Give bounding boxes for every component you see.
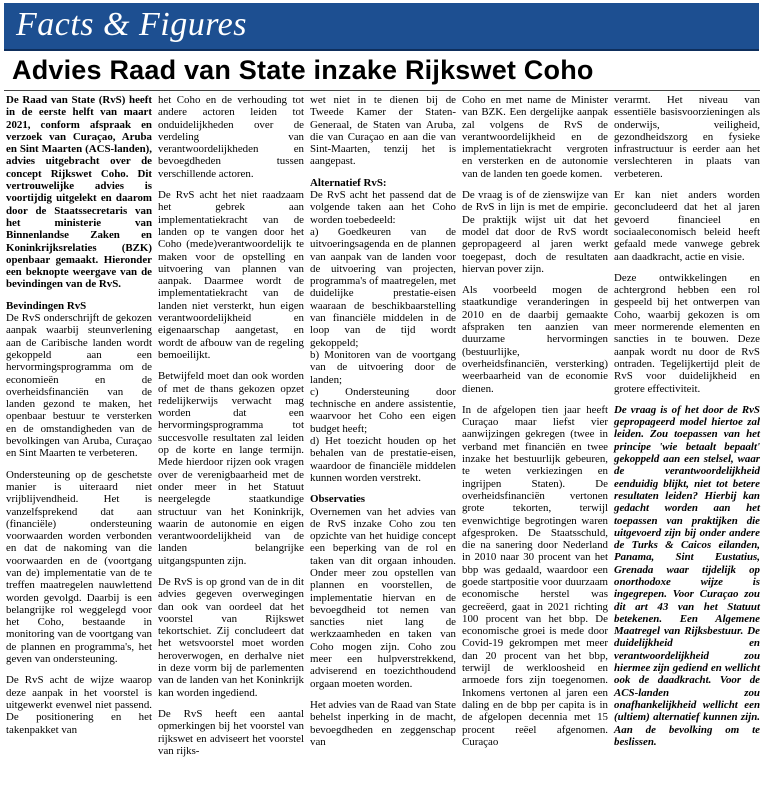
section-heading-observaties: Observaties xyxy=(310,493,366,506)
paragraph: wet niet in te dienen bij de Tweede Kamer der Staten-Generaal, de Staten van Aruba, die van Curaçao en aan die van Sint-Maarten, tenzij het is aangepast. xyxy=(310,94,456,168)
paragraph: De RvS onderschrijft de gekozen aanpak waarbij steunverlening aan de Caribische landen wordt gekoppeld aan een hervormingsprogramma om de economieën en de overheidsfinanciën van de landen gezond te maken, het openbaar bestuur te versterken en de omstandigheden van de bevolkingen van Aruba, Curaçao en Sint Maarten te verbeteren. xyxy=(6,312,152,460)
headline-divider xyxy=(4,90,760,91)
paragraph: De RvS acht het passend dat de volgende taken aan het Coho worden toebedeeld: xyxy=(310,189,456,226)
column-2 xyxy=(156,94,308,796)
closing-paragraph: De vraag is of het door de RvS gepropageerd model hiertoe zal leiden. Zou toepassen van het principe 'wie betaalt bepaalt' gekoppeld aan een stelsel, waar de verantwoordelijkheid eenduidig blijkt, niet tot betere resultaten leiden? Hierbij kan gedacht worden aan het toepassen van praktijken die uitgevoerd zijn bij onder andere de Turks & Caicos eilanden, Panama, Sint Eustatius, Grenada waar tijdelijk op onorthodoxe wijze is ingegrepen. Voor Curaçao zou dit art 43 van het Statuut betekenen. Een Algemene Maatregel van Rijksbestuur. De duidelijkheid en verantwoordelijkheid zou hiermee zijn gediend en wellicht ook de daadkracht. Voor de ACS-landen zou onafhankelijkheid wellicht een (ultiem) alternatief kunnen zijn. Aan de bevolking om te beslissen. xyxy=(614,403,760,748)
paragraph: De vraag is of de zienswijze van de RvS in lijn is met de empirie. De praktijk wijst uit dat het model dat door de RvS wordt gepropageerd al jaren werkt toegepast, doch de resultaten hiervan pover zijn. xyxy=(462,189,608,275)
column-1 xyxy=(4,94,156,796)
column-3 xyxy=(308,94,460,796)
list-item: c) Ondersteuning door technische en andere assistentie, waarvoor het Coho een eigen budget heeft; xyxy=(310,385,456,435)
paragraph: De RvS heeft een aantal opmerkingen bij het voorstel van rijkswet en adviseert het voorstel van rijks- xyxy=(158,707,304,757)
paragraph: Coho en met name de Minister van BZK. Een dergelijke aanpak zal volgens de RvS de verantwoordelijkheid en de implementatiekracht vergroten en versterken en de autonomie van de landen ten goede komen. xyxy=(462,94,608,180)
list-item: d) Het toezicht houden op het behalen van de prestatie-eisen, waardoor de financiële middelen kunnen worden verstrekt. xyxy=(310,435,456,484)
column-4 xyxy=(460,94,612,796)
list-item: b) Monitoren van de voortgang van de uitvoering door de landen; xyxy=(310,348,456,386)
paragraph: De RvS acht het niet raadzaam het gebrek aan implementatiekracht van de landen op te vangen door het Coho (mede)verantwoordelijk te maken voor de opstelling en uitvoering van plannen van aanpak. Daarmee wordt de implementatiekracht van de landen niet versterkt, hun eigen verantwoordelijkheid en eigenaarschap aangetast, en wordt de afbouw van de regeling bemoeilijkt. xyxy=(158,189,304,361)
paragraph: In de afgelopen tien jaar heeft Curaçao maar liefst vier aanwijzingen gekregen (twee in verband met financiën en twee inzake het bestuurlijk gebeuren, te weten verkiezingen en ingrijpen Staten). De overheidsfinanciën vertonen grote tekorten, terwijl evenwichtige begrotingen waren afgesproken. De Staatsschuld, die na sanering door Nederland in 2010 naar 30 procent van het bbp was gedaald, waardoor een goede startpositie voor duurzaam economische herstel was gecreëerd, gaat in 2021 richting 100 procent van het bbp. De economische groei is mede door Covid-19 gekrompen met meer dan 20 procent van het bbp, terwijl de werkloosheid en armoede fors zijn toegenomen. Inkomens vertonen al jaren een daling en de bbp per capita is in de afgelopen decennia met 15 procent reëel afgenomen. Curaçao xyxy=(462,403,608,748)
paragraph: De RvS acht de wijze waarop deze aanpak in het voorstel is uitgewerkt evenwel niet passend. De positionering en het takenpakket van xyxy=(6,674,152,736)
paragraph: Betwijfeld moet dan ook worden of met de thans gekozen opzet redelijkerwijs verwacht mag worden dat een hervormingsprogramma tot succesvolle resultaten zal leiden op de korte en lange termijn. Mede hierdoor rijzen ook vragen over de verenigbaarheid met de onder meer in het Statuut neergelegde staatkundige structuur van het Koninkrijk, waarin de autonomie en eigen verantwoordelijkheid van de landen belangrijke uitgangspunten zijn. xyxy=(158,370,304,567)
intro-paragraph: De Raad van State (RvS) heeft in de eerste helft van maart 2021, conform afspraak en verzoek van Curaçao, Aruba en Sint Maarten (ACS-landen), advies uitgebracht over de concept Rijkswet Coho. Dit vertrouwelijke advies is voortijdig uitgelekt en daarom door de Staatssecretaris van het ministerie van Binnenlandse Zaken en Koninkrijksrelaties (BZK) openbaar gemaakt. Hieronder een beknopte weergave van de bevindingen van de RvS. xyxy=(6,94,152,291)
paragraph: het Coho en de verhouding tot andere actoren leiden tot onduidelijkheden over de verdeling van verantwoordelijkheden en bevoegdheden tussen verschillende actoren. xyxy=(158,94,304,180)
paragraph: verarmt. Het niveau van essentiële basisvoorzieningen als onderwijs, veiligheid, gezondheidszorg en fysieke infrastructuur is eerder aan het verslechteren in plaats van verbeteren. xyxy=(614,94,760,180)
paragraph: Overnemen van het advies van de RvS inzake Coho zou ten opzichte van het huidige concept een beperking van de rol en taken van dit orgaan inhouden. Onder meer zou opstellen van plannen en voorstellen, de implementatie hiervan en de bevoegdheid tot nemen van sancties niet lang de werkzaamheden en taken van Coho mogen zijn. Coho zou meer een hulpverstrekkend, adviserend en toezichthoudend orgaan moeten worden. xyxy=(310,505,456,690)
paragraph: Ondersteuning op de geschetste manier is uiteraard niet vrijblijvendheid. Het is vanzelfsprekend dat aan (financiële) ondersteuning voorwaarden worden verbonden en dat de nakoming van die voorwaarden en de (voortgang van de) implementatie van de te treffen maatregelen nauwlettend worden gevolgd. Daarbij is een belangrijke rol weggelegd voor het Coho, bestaande in monitoring van de voortgang van de plannen en programma's, het geven van ondersteuning. xyxy=(6,468,152,666)
article-body xyxy=(4,94,764,796)
paragraph: Deze ontwikkelingen en achtergrond hebben een rol gespeeld bij het ontwerpen van Coho, waarbij gekozen is om meer normerende elementen en sancties in te bouwen. Deze aanpak wordt nu door de RvS ontraden. Tegelijkertijd pleit de RvS voor duidelijkheid en grotere effectiviteit. xyxy=(614,271,760,395)
section-heading-alternatief: Alternatief RvS: xyxy=(310,176,387,189)
section-label: Facts & Figures xyxy=(16,6,247,43)
paragraph: Het advies van de Raad van State behelst inperking in de macht, bevoegdheden en zeggenschap van xyxy=(310,698,456,748)
section-heading-bevindingen: Bevindingen RvS xyxy=(6,299,87,312)
section-banner xyxy=(4,3,759,51)
column-5 xyxy=(612,94,764,796)
article-headline: Advies Raad van State inzake Rijkswet Coho xyxy=(12,55,594,85)
paragraph: Als voorbeeld mogen de staatkundige veranderingen in 2010 en de daarbij gemaakte afspraken ten aanzien van duurzame hervormingen (bestuurlijke, overheidsfinanciën, versterking) weerbaarheid van de economie dienen. xyxy=(462,284,608,395)
paragraph: De RvS is op grond van de in dit advies gegeven overwegingen dan ook van oordeel dat het voorstel van Rijkswet tekortschiet. Zij concludeert dat het wetsvoorstel moet worden heroverwogen, en derhalve niet in deze vorm bij de parlementen van de landen van het Koninkrijk kan worden ingediend. xyxy=(158,575,304,699)
list-item: a) Goedkeuren van de uitvoeringsagenda en de plannen van aanpak van de landen voor de uitvoering van projecten, programma's of maatregelen, met duidelijke prestatie-eisen waaraan de beschikbaarstelling van financiële middelen in de loop van de tijd wordt gekoppeld; xyxy=(310,225,456,349)
paragraph: Er kan niet anders worden geconcludeerd dat het al jaren gevoerd financieel en sociaaleconomisch beleid heeft gefaald mede vanwege gebrek aan daadkracht, actie en visie. xyxy=(614,189,760,263)
